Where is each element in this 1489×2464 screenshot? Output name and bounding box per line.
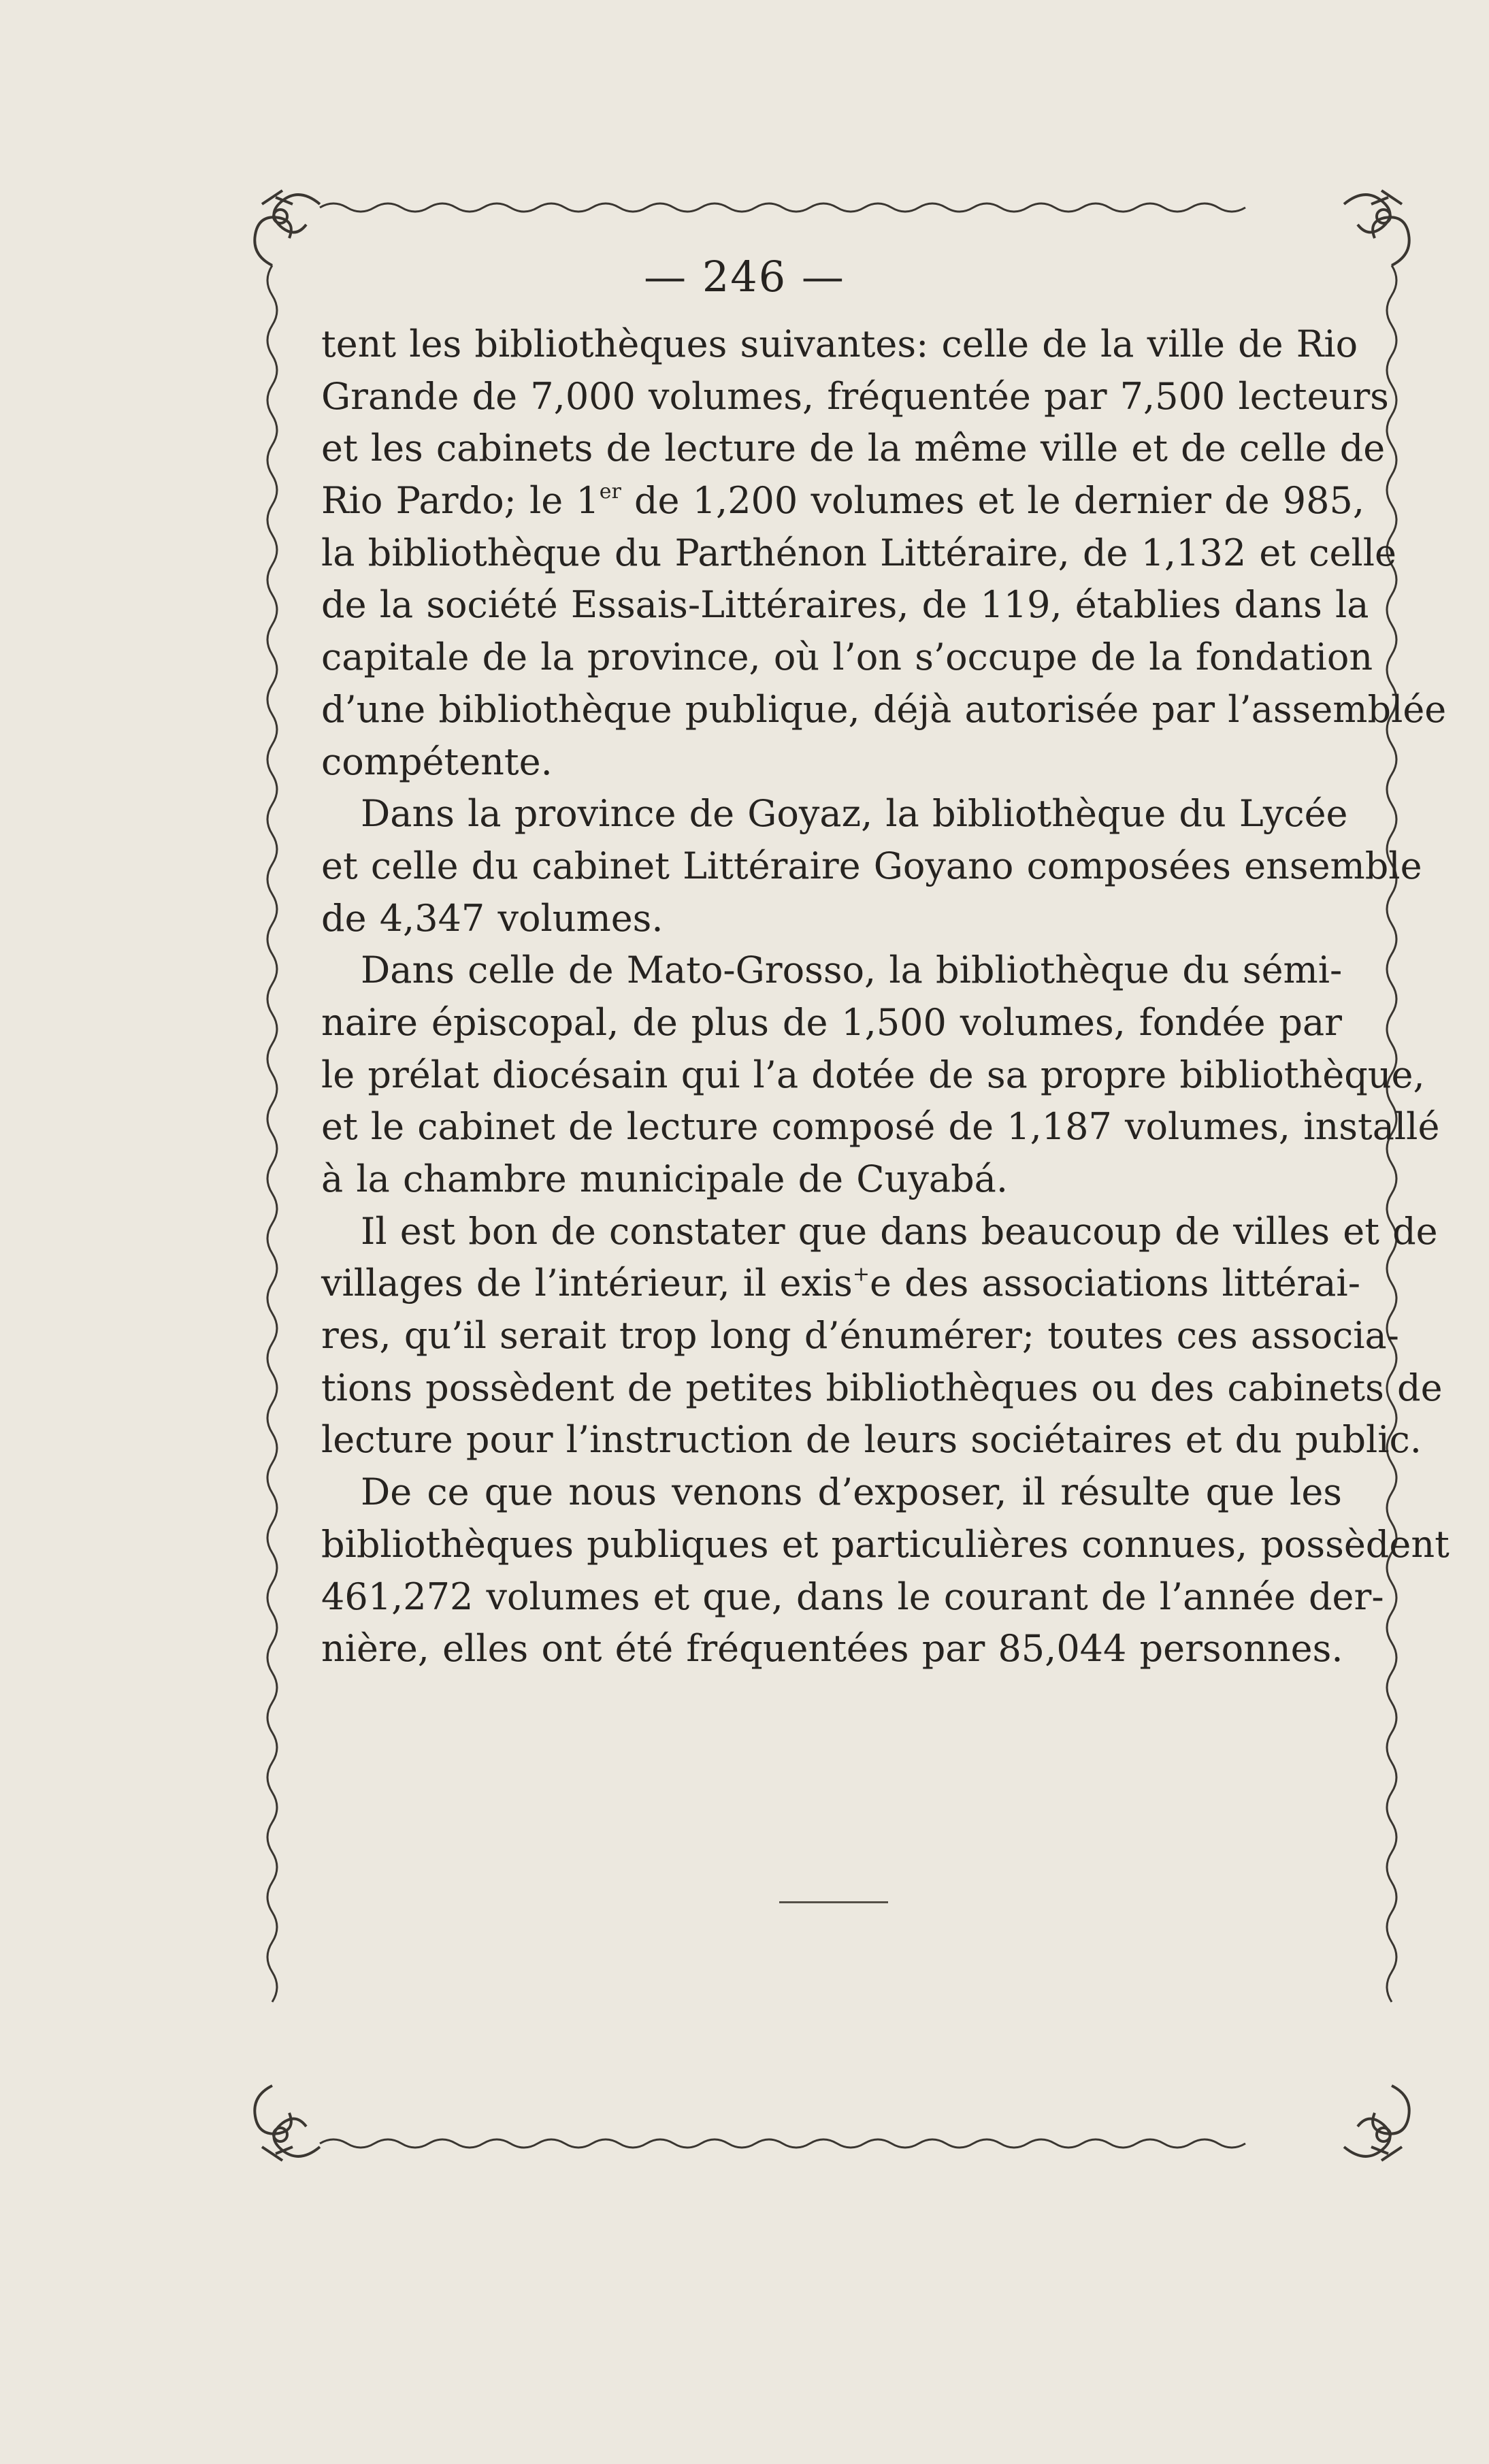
text-line: Dans la province de Goyaz, la bibliothèque du Lycée — [361, 792, 1348, 836]
text-line: et les cabinets de lecture de la même ville et de celle de — [321, 427, 1386, 470]
superscript: + — [852, 1262, 870, 1287]
text-line: Il est bon de constater que dans beaucoup de villes et de — [361, 1209, 1438, 1253]
text-line: naire épiscopal, de plus de 1,500 volumes, fondée par — [321, 1000, 1342, 1044]
text-line: compétente. — [321, 740, 553, 783]
section-rule — [779, 1901, 888, 1903]
text-line: lecture pour l’instruction de leurs sociétaires et du public. — [321, 1418, 1422, 1462]
text-line: tent les bibliothèques suivantes: celle de la ville de Rio — [321, 323, 1358, 365]
superscript: er — [599, 480, 621, 504]
text-line: res, qu’il serait trop long d’énumérer; toutes ces associa- — [321, 1314, 1399, 1358]
text-line: Grande de 7,000 volumes, fréquentée par 7,500 lecteurs — [321, 374, 1389, 418]
text-line: et le cabinet de lecture composé de 1,187 volumes, installé — [321, 1105, 1440, 1149]
top-border-line — [320, 203, 1245, 212]
text-line: de 4,347 volumes. — [321, 896, 664, 940]
corner-ornament-bottom-left — [255, 2086, 320, 2161]
text-line: la bibliothèque du Parthénon Littéraire, de 1,132 et celle — [321, 531, 1396, 574]
bottom-border-line — [320, 2139, 1245, 2148]
body-text — [321, 318, 1450, 1675]
text-line — [321, 475, 1365, 527]
text-line: capitale de la province, où l’on s’occupe de la fondation — [321, 636, 1373, 679]
text-line: De ce que nous venons d’exposer, il résulte que les — [361, 1471, 1342, 1514]
left-border-line — [267, 265, 277, 2002]
page-number: — 246 — — [644, 252, 845, 301]
text-line: à la chambre municipale de Cuyabá. — [321, 1157, 1009, 1200]
corner-ornament-bottom-right — [1344, 2086, 1409, 2161]
text-line: Dans celle de Mato-Grosso, la bibliothèque du sémi- — [361, 949, 1343, 992]
text-line: 461,272 volumes et que, dans le courant de l’année der- — [321, 1575, 1384, 1618]
text-line: nière, elles ont été fréquentées par 85,044 personnes. — [321, 1627, 1343, 1671]
text-fragment: de 1,200 volumes et le dernier de 985, — [621, 479, 1365, 523]
text-line: le prélat diocésain qui l’a dotée de sa propre bibliothèque, — [321, 1053, 1425, 1096]
text-line: et celle du cabinet Littéraire Goyano composées ensemble — [321, 844, 1422, 887]
text-line: d’une bibliothèque publique, déjà autorisée par l’assemblée — [321, 687, 1447, 731]
text-fragment: villages de l’intérieur, il exis — [321, 1262, 853, 1305]
text-line: bibliothèques publiques et particulières connues, possèdent — [321, 1522, 1450, 1566]
text-line — [321, 1258, 1360, 1310]
text-fragment: Rio Pardo; le 1 — [321, 479, 600, 523]
text-line: de la société Essais-Littéraires, de 119, établies dans la — [321, 583, 1369, 627]
text-line: tions possèdent de petites bibliothèques ou des cabinets de — [321, 1366, 1443, 1409]
text-fragment: e des associations littérai- — [870, 1262, 1360, 1305]
